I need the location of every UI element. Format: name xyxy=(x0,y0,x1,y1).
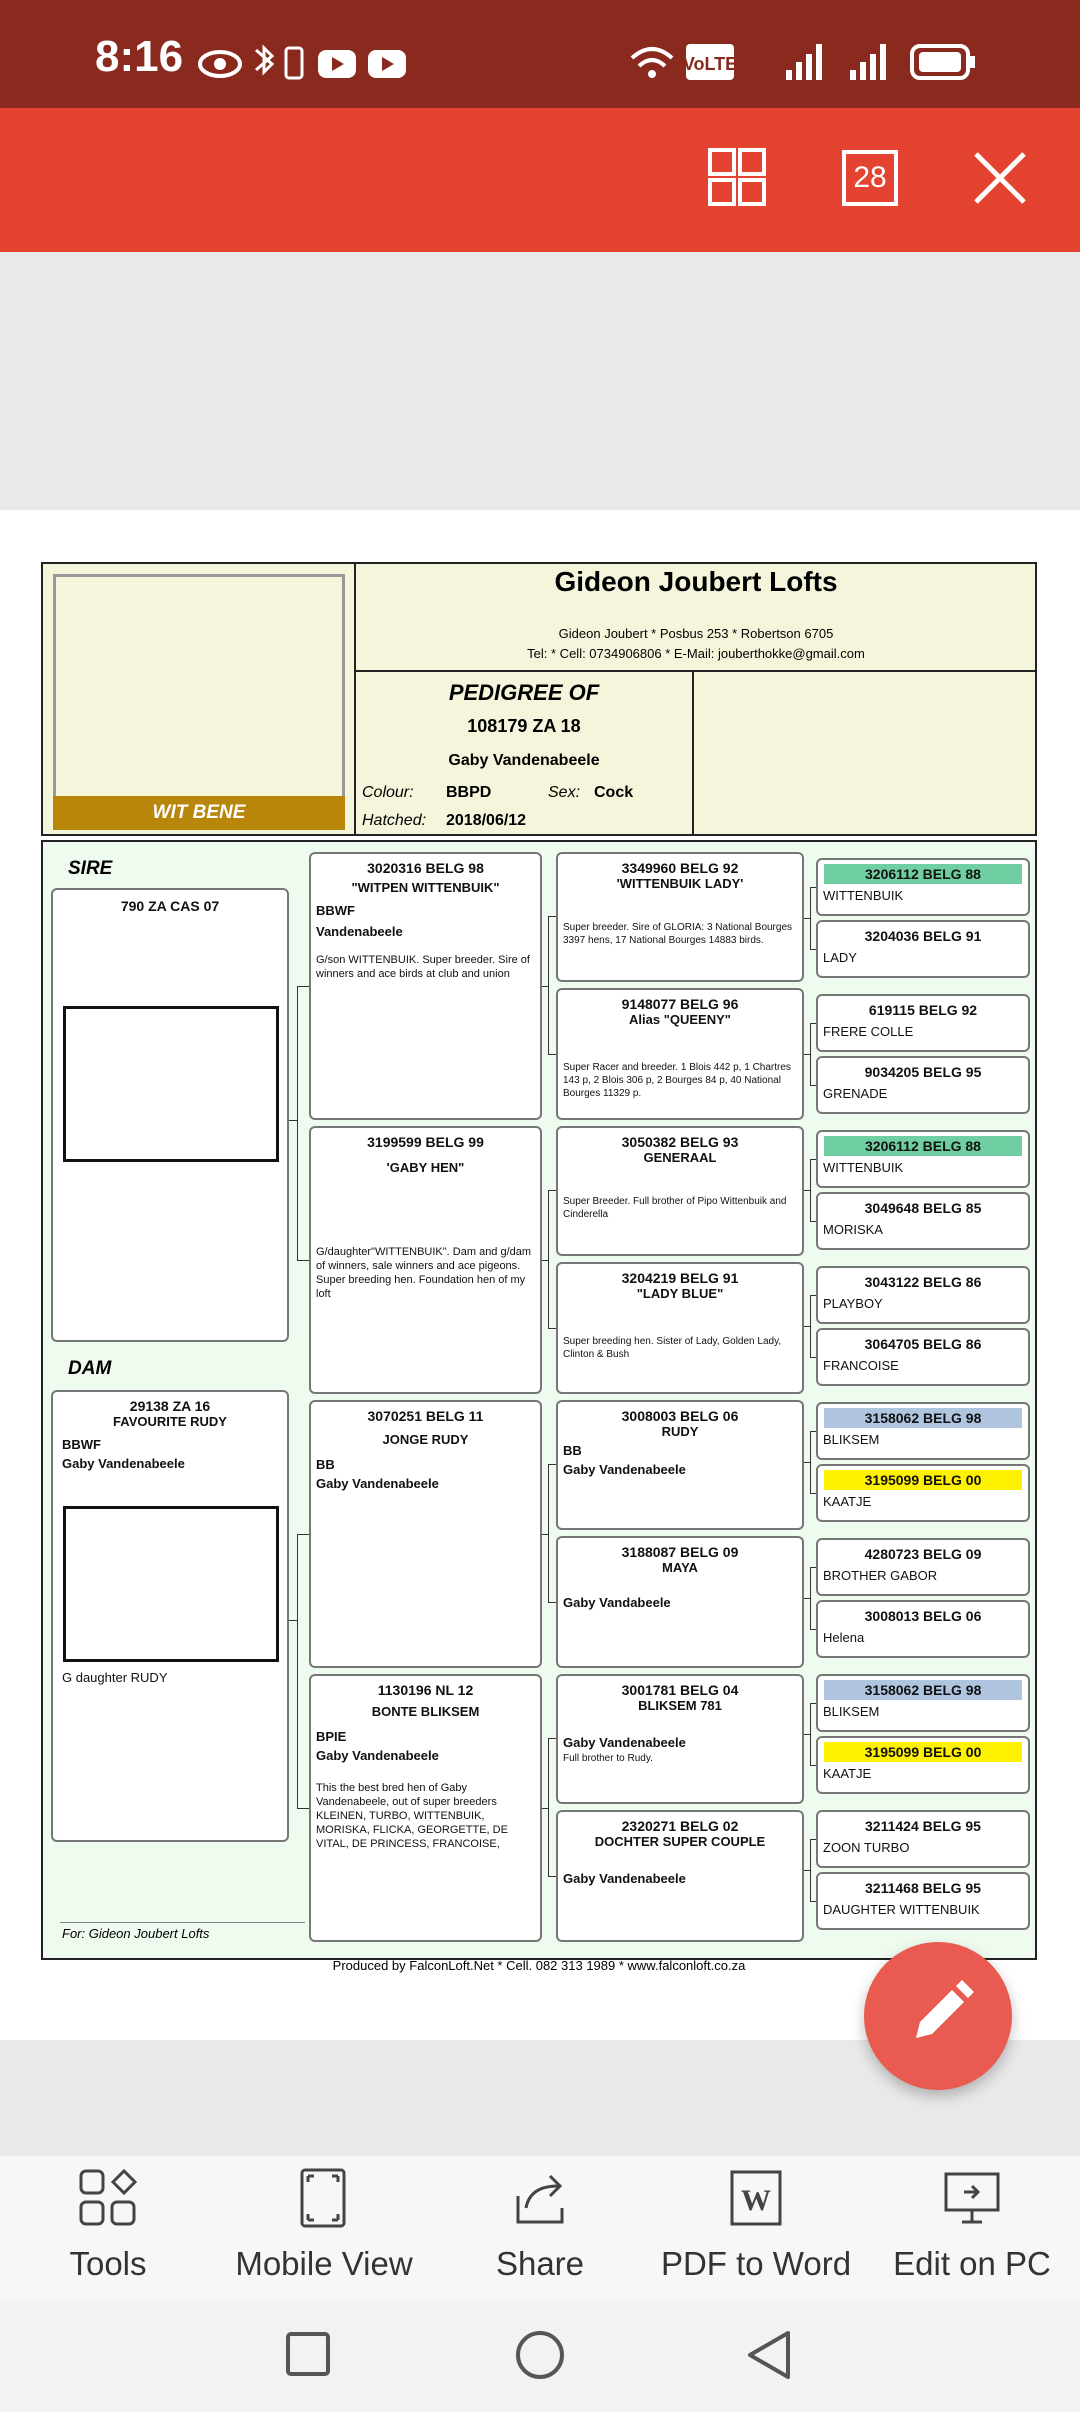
gen4-box[interactable] xyxy=(816,1674,1030,1732)
gen3-ring: 3204219 BELG 91 xyxy=(621,1270,739,1286)
gen4-ring: 3206112 BELG 88 xyxy=(824,864,1022,884)
gen2-colour: BBWF xyxy=(316,903,355,918)
connector-line xyxy=(542,1808,548,1809)
gen3-breeder: Gaby Vandabeele xyxy=(563,1595,671,1610)
gen3-note: Full brother to Rudy. xyxy=(563,1753,653,1764)
gen3-breeder: Gaby Vandenabeele xyxy=(563,1735,686,1750)
gen4-ring: 3043122 BELG 86 xyxy=(864,1274,982,1290)
connector-line xyxy=(804,1734,810,1735)
gen4-name: MORISKA xyxy=(823,1222,883,1237)
gen3-ring: 3349960 BELG 92 xyxy=(621,860,739,876)
gen4-box[interactable] xyxy=(816,1538,1030,1596)
gen4-name: WITTENBUIK xyxy=(823,888,904,903)
header-divider xyxy=(354,670,1037,672)
gen4-name: BLIKSEM xyxy=(823,1432,880,1447)
connector-line xyxy=(810,1159,816,1160)
gen2-box[interactable] xyxy=(309,852,542,1120)
gen4-box[interactable] xyxy=(816,920,1030,978)
gen4-name: KAATJE xyxy=(823,1766,872,1781)
connector-line xyxy=(810,1023,811,1085)
back-icon[interactable] xyxy=(744,2329,794,2381)
contact-line-2: Tel: * Cell: 0734906806 * E-Mail: jouberthokke@gmail.com xyxy=(527,646,865,661)
gen2-note: G/son WITTENBUIK. Super breeder. Sire of winners and ace birds at club and union xyxy=(316,954,530,980)
connector-line xyxy=(804,1598,810,1599)
gen3-note: Super Breeder. Full brother of Pipo Wittenbuik and Cinderella xyxy=(563,1196,787,1220)
connector-line xyxy=(804,1190,810,1191)
header-divider xyxy=(692,670,694,836)
gen4-box[interactable] xyxy=(816,1464,1030,1522)
colour-label: Colour: xyxy=(362,784,414,801)
gen2-breeder: Gaby Vandenabeele xyxy=(316,1748,439,1763)
gen3-box[interactable] xyxy=(556,1674,804,1804)
connector-line xyxy=(810,1357,816,1358)
status-icons-left xyxy=(198,44,448,84)
gen4-ring: 4280723 BELG 09 xyxy=(864,1546,982,1562)
gen4-ring: 3158062 BELG 98 xyxy=(824,1408,1022,1428)
pdf-to-word-label: PDF to Word xyxy=(660,2245,852,2282)
gen3-ring: 3001781 BELG 04 xyxy=(621,1682,739,1698)
gen3-note: Super breeding hen. Sister of Lady, Golden Lady, Clinton & Bush xyxy=(563,1336,782,1360)
gen4-ring: 3206112 BELG 88 xyxy=(824,1136,1022,1156)
gen3-breeder: Gaby Vandenabeele xyxy=(563,1462,686,1477)
connector-line xyxy=(548,1602,556,1603)
connector-line xyxy=(548,916,556,917)
share-button[interactable] xyxy=(440,2168,640,2283)
gen2-box[interactable] xyxy=(309,1400,542,1668)
connector-line xyxy=(297,1534,309,1535)
home-icon[interactable] xyxy=(514,2329,566,2381)
hatched-label: Hatched: xyxy=(362,812,427,829)
gen2-box[interactable] xyxy=(309,1126,542,1394)
gen2-breeder: Gaby Vandenabeele xyxy=(316,1476,439,1491)
connector-line xyxy=(542,1260,548,1261)
gen3-note: Super breeder. Sire of GLORIA: 3 National Bourges 3397 hens, 17 National Bourges 14883 birds. xyxy=(563,922,793,946)
connector-line xyxy=(297,986,309,987)
connector-line xyxy=(804,1326,810,1327)
gen3-name: "LADY BLUE" xyxy=(636,1286,724,1301)
mobile-view-icon xyxy=(294,2168,354,2228)
gen4-name: LADY xyxy=(823,950,857,965)
connector-line xyxy=(810,1295,816,1296)
mobile-view-label: Mobile View xyxy=(235,2245,413,2282)
gen3-breeder: Gaby Vandenabeele xyxy=(563,1871,686,1886)
gen4-box[interactable] xyxy=(816,1130,1030,1188)
connector-line xyxy=(297,1260,309,1261)
connector-line xyxy=(548,1738,549,1876)
gen3-name: BLIKSEM 781 xyxy=(638,1698,722,1713)
sire-label: SIRE xyxy=(68,858,113,879)
connector-line xyxy=(804,1054,810,1055)
connector-line xyxy=(810,1431,816,1432)
dam-box[interactable] xyxy=(51,1390,289,1842)
photo-caption: WIT BENE xyxy=(53,796,345,830)
connector-line xyxy=(297,1534,298,1808)
gen4-ring: 9034205 BELG 95 xyxy=(864,1064,982,1080)
sire-box[interactable] xyxy=(51,888,289,1342)
gen3-box[interactable] xyxy=(556,988,804,1120)
status-icons-right xyxy=(628,40,988,86)
gen2-note: G/daughter"WITTENBUIK". Dam and g/dam of winners, sale winners and ace pigeons. Super breeding hen. Foundation hen of my loft xyxy=(316,1246,532,1300)
connector-line xyxy=(289,1120,297,1121)
bird-photo-frame xyxy=(53,574,345,830)
gen3-ring: 2320271 BELG 02 xyxy=(621,1818,739,1834)
gen3-box[interactable] xyxy=(556,1810,804,1942)
dam-ring: 29138 ZA 16 xyxy=(129,1398,211,1414)
gen2-colour: BPIE xyxy=(316,1729,347,1744)
gen3-name: 'WITTENBUIK LADY' xyxy=(616,876,744,891)
pedigree-of-label: PEDIGREE OF xyxy=(448,680,600,705)
connector-line xyxy=(548,1328,556,1329)
connector-line xyxy=(548,1054,556,1055)
viewer-toolbar xyxy=(0,108,1080,252)
status-time: 8:16 xyxy=(95,32,184,81)
gen4-box[interactable] xyxy=(816,1736,1030,1794)
sire-ring: 790 ZA CAS 07 xyxy=(120,898,220,914)
edit-on-pc-icon xyxy=(942,2168,1002,2228)
gen3-ring: 3050382 BELG 93 xyxy=(621,1134,739,1150)
gen3-name: GENERAAL xyxy=(643,1150,717,1165)
connector-line xyxy=(810,1703,816,1704)
gen4-name: FRERE COLLE xyxy=(823,1024,914,1039)
connector-line xyxy=(810,949,816,950)
pdf-to-word-button[interactable] xyxy=(656,2168,856,2283)
dam-photo xyxy=(63,1506,279,1662)
produced-by: Produced by FalconLoft.Net * Cell. 082 313 1989 * www.falconloft.co.za xyxy=(332,1958,746,1973)
gen4-ring: 3195099 BELG 00 xyxy=(824,1470,1022,1490)
gen4-name: BLIKSEM xyxy=(823,1704,880,1719)
gen4-ring: 3195099 BELG 00 xyxy=(824,1742,1022,1762)
gen4-ring: 3158062 BELG 98 xyxy=(824,1680,1022,1700)
gen3-box[interactable] xyxy=(556,1536,804,1668)
gen2-box[interactable] xyxy=(309,1674,542,1942)
dam-breeder: Gaby Vandenabeele xyxy=(62,1456,185,1471)
gen4-name: FRANCOISE xyxy=(823,1358,899,1373)
connector-line xyxy=(548,1464,556,1465)
gen2-ring: 3199599 BELG 99 xyxy=(367,1134,484,1150)
gen4-box[interactable] xyxy=(816,1192,1030,1250)
gen3-ring: 3188087 BELG 09 xyxy=(621,1544,739,1560)
hatched-value: 2018/06/12 xyxy=(446,812,527,829)
status-bar xyxy=(0,0,1080,108)
gen4-name: GRENADE xyxy=(823,1086,888,1101)
edit-on-pc-button[interactable] xyxy=(872,2168,1072,2283)
connector-line xyxy=(810,1839,811,1901)
document-background xyxy=(0,252,1080,510)
gen4-box[interactable] xyxy=(816,1600,1030,1658)
gen3-ring: 3008003 BELG 06 xyxy=(621,1408,739,1424)
connector-line xyxy=(810,1567,816,1568)
footer-rule xyxy=(60,1922,305,1923)
connector-line xyxy=(810,1901,816,1902)
connector-line xyxy=(297,1808,309,1809)
gen3-box[interactable] xyxy=(556,1262,804,1394)
colour-value: BBPD xyxy=(446,784,492,801)
gen2-name: JONGE RUDY xyxy=(382,1432,469,1447)
connector-line xyxy=(548,1190,556,1191)
contact-line-1: Gideon Joubert * Posbus 253 * Robertson 6705 xyxy=(558,626,834,641)
gen4-box[interactable] xyxy=(816,1056,1030,1114)
tools-icon xyxy=(78,2168,138,2228)
gen4-box[interactable] xyxy=(816,1872,1030,1930)
gen2-note: This the best bred hen of Gaby Vandenabeele, out of super breeders KLEINEN, TURBO, WITTENBUIK, MORISKA, FLICKA, GEORGETTE, DE VITAL, DE PRINCESS, FRANCOISE, xyxy=(316,1782,508,1850)
bird-ring: 108179 ZA 18 xyxy=(467,716,581,736)
connector-line xyxy=(297,986,298,1260)
connector-line xyxy=(810,1493,816,1494)
gen3-box[interactable] xyxy=(556,1126,804,1256)
gen4-box[interactable] xyxy=(816,858,1030,916)
gen4-ring: 3008013 BELG 06 xyxy=(864,1608,982,1624)
connector-line xyxy=(289,1620,297,1621)
gen4-ring: 3049648 BELG 85 xyxy=(864,1200,982,1216)
connector-line xyxy=(810,887,816,888)
connector-line xyxy=(542,986,548,987)
connector-line xyxy=(810,1839,816,1840)
svg-text:W: W xyxy=(741,2184,771,2217)
gen3-note: Super Racer and breeder. 1 Blois 442 p, 1 Chartres 143 p, 2 Blois 306 p, 2 Bourges 84 p, 40 National Bourges 11329 p. xyxy=(563,1062,791,1099)
sex-label: Sex: xyxy=(548,784,581,801)
gen2-ring: 1130196 NL 12 xyxy=(377,1682,474,1698)
tools-label: Tools xyxy=(69,2245,147,2282)
gen3-name: Alias "QUEENY" xyxy=(629,1012,731,1027)
gen2-name: BONTE BLIKSEM xyxy=(371,1704,480,1719)
gen3-colour: BB xyxy=(563,1443,582,1458)
svg-text:VoLTE: VoLTE xyxy=(682,54,738,74)
connector-line xyxy=(810,887,811,949)
edit-fab[interactable] xyxy=(864,1942,1012,2090)
footer-for: For: Gideon Joubert Lofts xyxy=(62,1926,210,1941)
recents-icon[interactable] xyxy=(285,2331,331,2377)
gen4-box[interactable] xyxy=(816,1402,1030,1460)
connector-line xyxy=(804,1462,810,1463)
gen2-name: 'GABY HEN" xyxy=(386,1160,465,1175)
gen3-ring: 9148077 BELG 96 xyxy=(621,996,739,1012)
connector-line xyxy=(810,1085,816,1086)
gen4-name: KAATJE xyxy=(823,1494,872,1509)
gen4-name: DAUGHTER WITTENBUIK xyxy=(823,1902,980,1917)
loft-title: Gideon Joubert Lofts xyxy=(554,566,838,597)
connector-line xyxy=(548,1190,549,1328)
share-icon xyxy=(510,2168,570,2228)
gen3-box[interactable] xyxy=(556,1400,804,1530)
gen4-ring: 3204036 BELG 91 xyxy=(864,928,982,944)
gen4-name: ZOON TURBO xyxy=(823,1840,910,1855)
edit-on-pc-label: Edit on PC xyxy=(893,2245,1051,2282)
connector-line xyxy=(810,1765,816,1766)
gen2-name: "WITPEN WITTENBUIK" xyxy=(351,880,500,895)
gen4-ring: 3211424 BELG 95 xyxy=(865,1818,981,1834)
gen2-ring: 3070251 BELG 11 xyxy=(367,1408,484,1424)
connector-line xyxy=(810,1023,816,1024)
connector-line xyxy=(810,1295,811,1357)
connector-line xyxy=(548,1738,556,1739)
gen3-name: MAYA xyxy=(662,1560,698,1575)
sex-value: Cock xyxy=(594,784,634,801)
gen4-ring: 3211468 BELG 95 xyxy=(865,1880,981,1896)
dam-label: DAM xyxy=(68,1358,112,1379)
dam-colour: BBWF xyxy=(62,1437,101,1452)
pdf-to-word-icon xyxy=(726,2168,786,2228)
gen4-box[interactable] xyxy=(816,994,1030,1052)
gen2-ring: 3020316 BELG 98 xyxy=(367,860,484,876)
connector-line xyxy=(542,1534,548,1535)
dam-name: FAVOURITE RUDY xyxy=(113,1414,227,1429)
connector-line xyxy=(810,1431,811,1493)
tools-button[interactable] xyxy=(8,2168,208,2283)
connector-line xyxy=(804,918,810,919)
connector-line xyxy=(804,1870,810,1871)
gen3-name: RUDY xyxy=(661,1424,699,1439)
connector-line xyxy=(810,1221,816,1222)
thumbnails-icon[interactable] xyxy=(708,148,766,206)
connector-line xyxy=(548,1464,549,1602)
dam-note: G daughter RUDY xyxy=(62,1670,168,1685)
sire-photo xyxy=(63,1006,279,1162)
gen4-ring: 3064705 BELG 86 xyxy=(864,1336,982,1352)
gen4-name: Helena xyxy=(823,1630,865,1645)
connector-line xyxy=(548,1876,556,1877)
gen4-name: PLAYBOY xyxy=(823,1296,883,1311)
gen4-name: WITTENBUIK xyxy=(823,1160,904,1175)
connector-line xyxy=(548,916,549,1054)
gen4-ring: 619115 BELG 92 xyxy=(868,1002,978,1018)
gen2-colour: BB xyxy=(316,1457,335,1472)
pencil-icon xyxy=(864,1942,1012,2090)
gen4-box[interactable] xyxy=(816,1810,1030,1868)
connector-line xyxy=(810,1567,811,1629)
mobile-view-button[interactable] xyxy=(224,2168,424,2283)
connector-line xyxy=(810,1629,816,1630)
gen4-box[interactable] xyxy=(816,1328,1030,1386)
gen4-box[interactable] xyxy=(816,1266,1030,1324)
connector-line xyxy=(810,1703,811,1765)
bird-breeder: Gaby Vandenabeele xyxy=(448,752,600,769)
system-nav-bar xyxy=(0,2301,1080,2412)
close-icon[interactable] xyxy=(972,150,1028,206)
connector-line xyxy=(810,1159,811,1221)
gen3-box[interactable] xyxy=(556,852,804,982)
share-label: Share xyxy=(495,2245,585,2282)
gen3-name: DOCHTER SUPER COUPLE xyxy=(594,1834,766,1849)
page-count-button[interactable]: 28 xyxy=(842,150,898,206)
gen4-name: BROTHER GABOR xyxy=(823,1568,938,1583)
gen2-breeder: Vandenabeele xyxy=(316,924,403,939)
